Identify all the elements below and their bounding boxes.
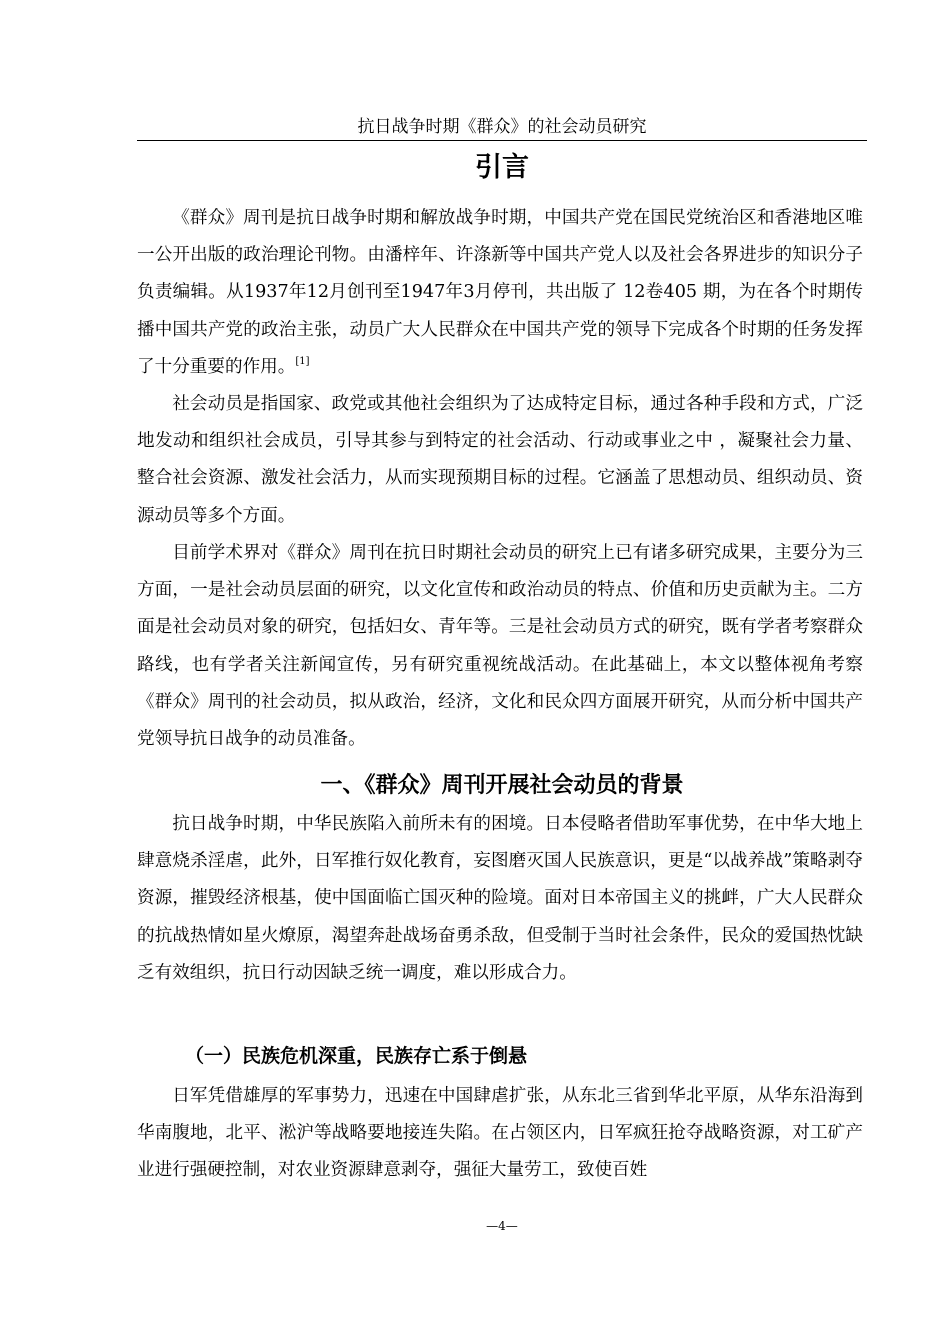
intro-paragraph-1-text: 《群众》周刊是抗日战争时期和解放战争时期，中国共产党在国民党统治区和香港地区唯一公开出版的政治理论刊物。由潘梓年、许涤新等中国共产党人以及社会各界进步的知识分子负责编辑。从1937年12月创刊至1947年3月停刊，共出版了 12卷405 期，为在各个时期传播中国共产党的政治主张，动员广大人民群众在中国共产党的领导下完成各个时期的任务发挥了十分重要的作用。 bbox=[137, 208, 863, 377]
subsection-1-heading: （一）民族危机深重，民族存亡系于倒悬 bbox=[185, 1045, 528, 1067]
running-header: 抗日战争时期《群众》的社会动员研究 bbox=[137, 116, 867, 141]
intro-paragraph-3: 目前学术界对《群众》周刊在抗日时期社会动员的研究上已有诸多研究成果，主要分为三方面，一是社会动员层面的研究，以文化宣传和政治动员的特点、价值和历史贡献为主。二方面是社会动员对象的研究，包括妇女、青年等。三是社会动员方式的研究，既有学者考察群众路线，也有学者关注新闻宣传，另有研究重视统战活动。在此基础上，本文以整体视角考察《群众》周刊的社会动员，拟从政治，经济，文化和民众四方面展开研究，从而分析中国共产党领导抗日战争的动员准备。 bbox=[137, 543, 863, 750]
intro-heading: 引言 bbox=[475, 152, 529, 183]
page-number: —4— bbox=[486, 1219, 518, 1233]
intro-paragraph-1 bbox=[137, 200, 863, 386]
section-1-paragraph-1: 抗日战争时期，中华民族陷入前所未有的困境。日本侵略者借助军事优势，在中华大地上肆意烧杀淫虐，此外，日军推行奴化教育，妄图磨灭国人民族意识，更是“以战养战”策略剥夺资源，摧毁经济根基，使中国面临亡国灭种的险境。面对日本帝国主义的挑衅，广大人民群众的抗战热情如星火燎原，渴望奔赴战场奋勇杀敌，但受制于当时社会条件，民众的爱国热忱缺乏有效组织，抗日行动因缺乏统一调度，难以形成合力。 bbox=[137, 814, 863, 983]
citation-marker: [1] bbox=[295, 355, 310, 367]
section-1-heading: 一、《群众》周刊开展社会动员的背景 bbox=[320, 773, 684, 798]
intro-paragraph-2: 社会动员是指国家、政党或其他社会组织为了达成特定目标，通过各种手段和方式，广泛地发动和组织社会成员，引导其参与到特定的社会活动、行动或事业之中 ，凝聚社会力量、整合社会资源、激发社会活力，从而实现预期目标的过程。它涵盖了思想动员、组织动员、资源动员等多个方面。 bbox=[137, 394, 863, 526]
subsection-1-paragraph-1: 日军凭借雄厚的军事势力，迅速在中国肆虐扩张，从东北三省到华北平原，从华东沿海到华南腹地，北平、淞沪等战略要地接连失陷。在占领区内，日军疯狂抢夺战略资源，对工矿产业进行强硬控制，对农业资源肆意剥夺，强征大量劳工，致使百姓 bbox=[137, 1086, 863, 1181]
